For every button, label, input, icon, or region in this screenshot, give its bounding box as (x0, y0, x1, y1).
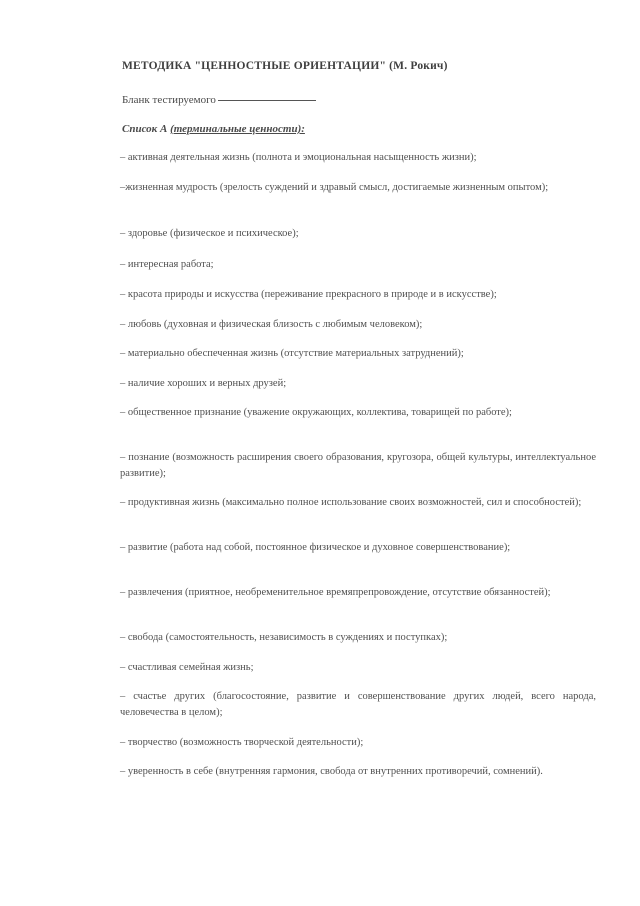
list-heading-rest: (терминальные ценности): (170, 123, 305, 135)
list-item: – познание (возможность расширения своего образования, кругозора, общей культуры, интеллектуальное развитие); (120, 452, 596, 479)
list-item: – свобода (самостоятельность, независимость в суждениях и поступках); (120, 632, 448, 643)
list-item: – счастливая семейная жизнь; (120, 662, 254, 673)
document-title: МЕТОДИКА "ЦЕННОСТНЫЕ ОРИЕНТАЦИИ" (М. Рокич) (122, 60, 448, 72)
blank-field (122, 94, 316, 106)
list-heading-prefix: Список А (122, 123, 168, 135)
list-item: –жизненная мудрость (зрелость суждений и здравый смысл, достигаемые жизненным опытом); (120, 182, 549, 193)
list-item: – уверенность в себе (внутренняя гармония, свобода от внутренних противоречий, сомнений). (120, 766, 543, 777)
list-item: – интересная работа; (120, 259, 214, 270)
list-item: – развлечения (приятное, необременительное времяпрепровождение, отсутствие обязанностей); (120, 587, 551, 598)
list-item: – развитие (работа над собой, постоянное физическое и духовное совершенствование); (120, 542, 511, 553)
list-item: – красота природы и искусства (переживание прекрасного в природе и в искусстве); (120, 289, 497, 300)
blank-underline (218, 100, 316, 101)
list-item: – счастье других (благосостояние, развитие и совершенствование других людей, всего народа, человечества в целом); (120, 691, 596, 718)
list-item: – здоровье (физическое и психическое); (120, 228, 299, 239)
list-item: – материально обеспеченная жизнь (отсутствие материальных затруднений); (120, 348, 464, 359)
list-item: – активная деятельная жизнь (полнота и эмоциональная насыщенность жизни); (120, 152, 477, 163)
list-item: – творчество (возможность творческой деятельности); (120, 737, 364, 748)
blank-label: Бланк тестируемого (122, 94, 216, 106)
list-item: – продуктивная жизнь (максимально полное использование своих возможностей, сил и способностей); (120, 497, 582, 508)
list-heading (122, 123, 305, 135)
list-item: – любовь (духовная и физическая близость с любимым человеком); (120, 319, 423, 330)
list-item: – наличие хороших и верных друзей; (120, 378, 287, 389)
list-item: – общественное признание (уважение окружающих, коллектива, товарищей по работе); (120, 407, 512, 418)
